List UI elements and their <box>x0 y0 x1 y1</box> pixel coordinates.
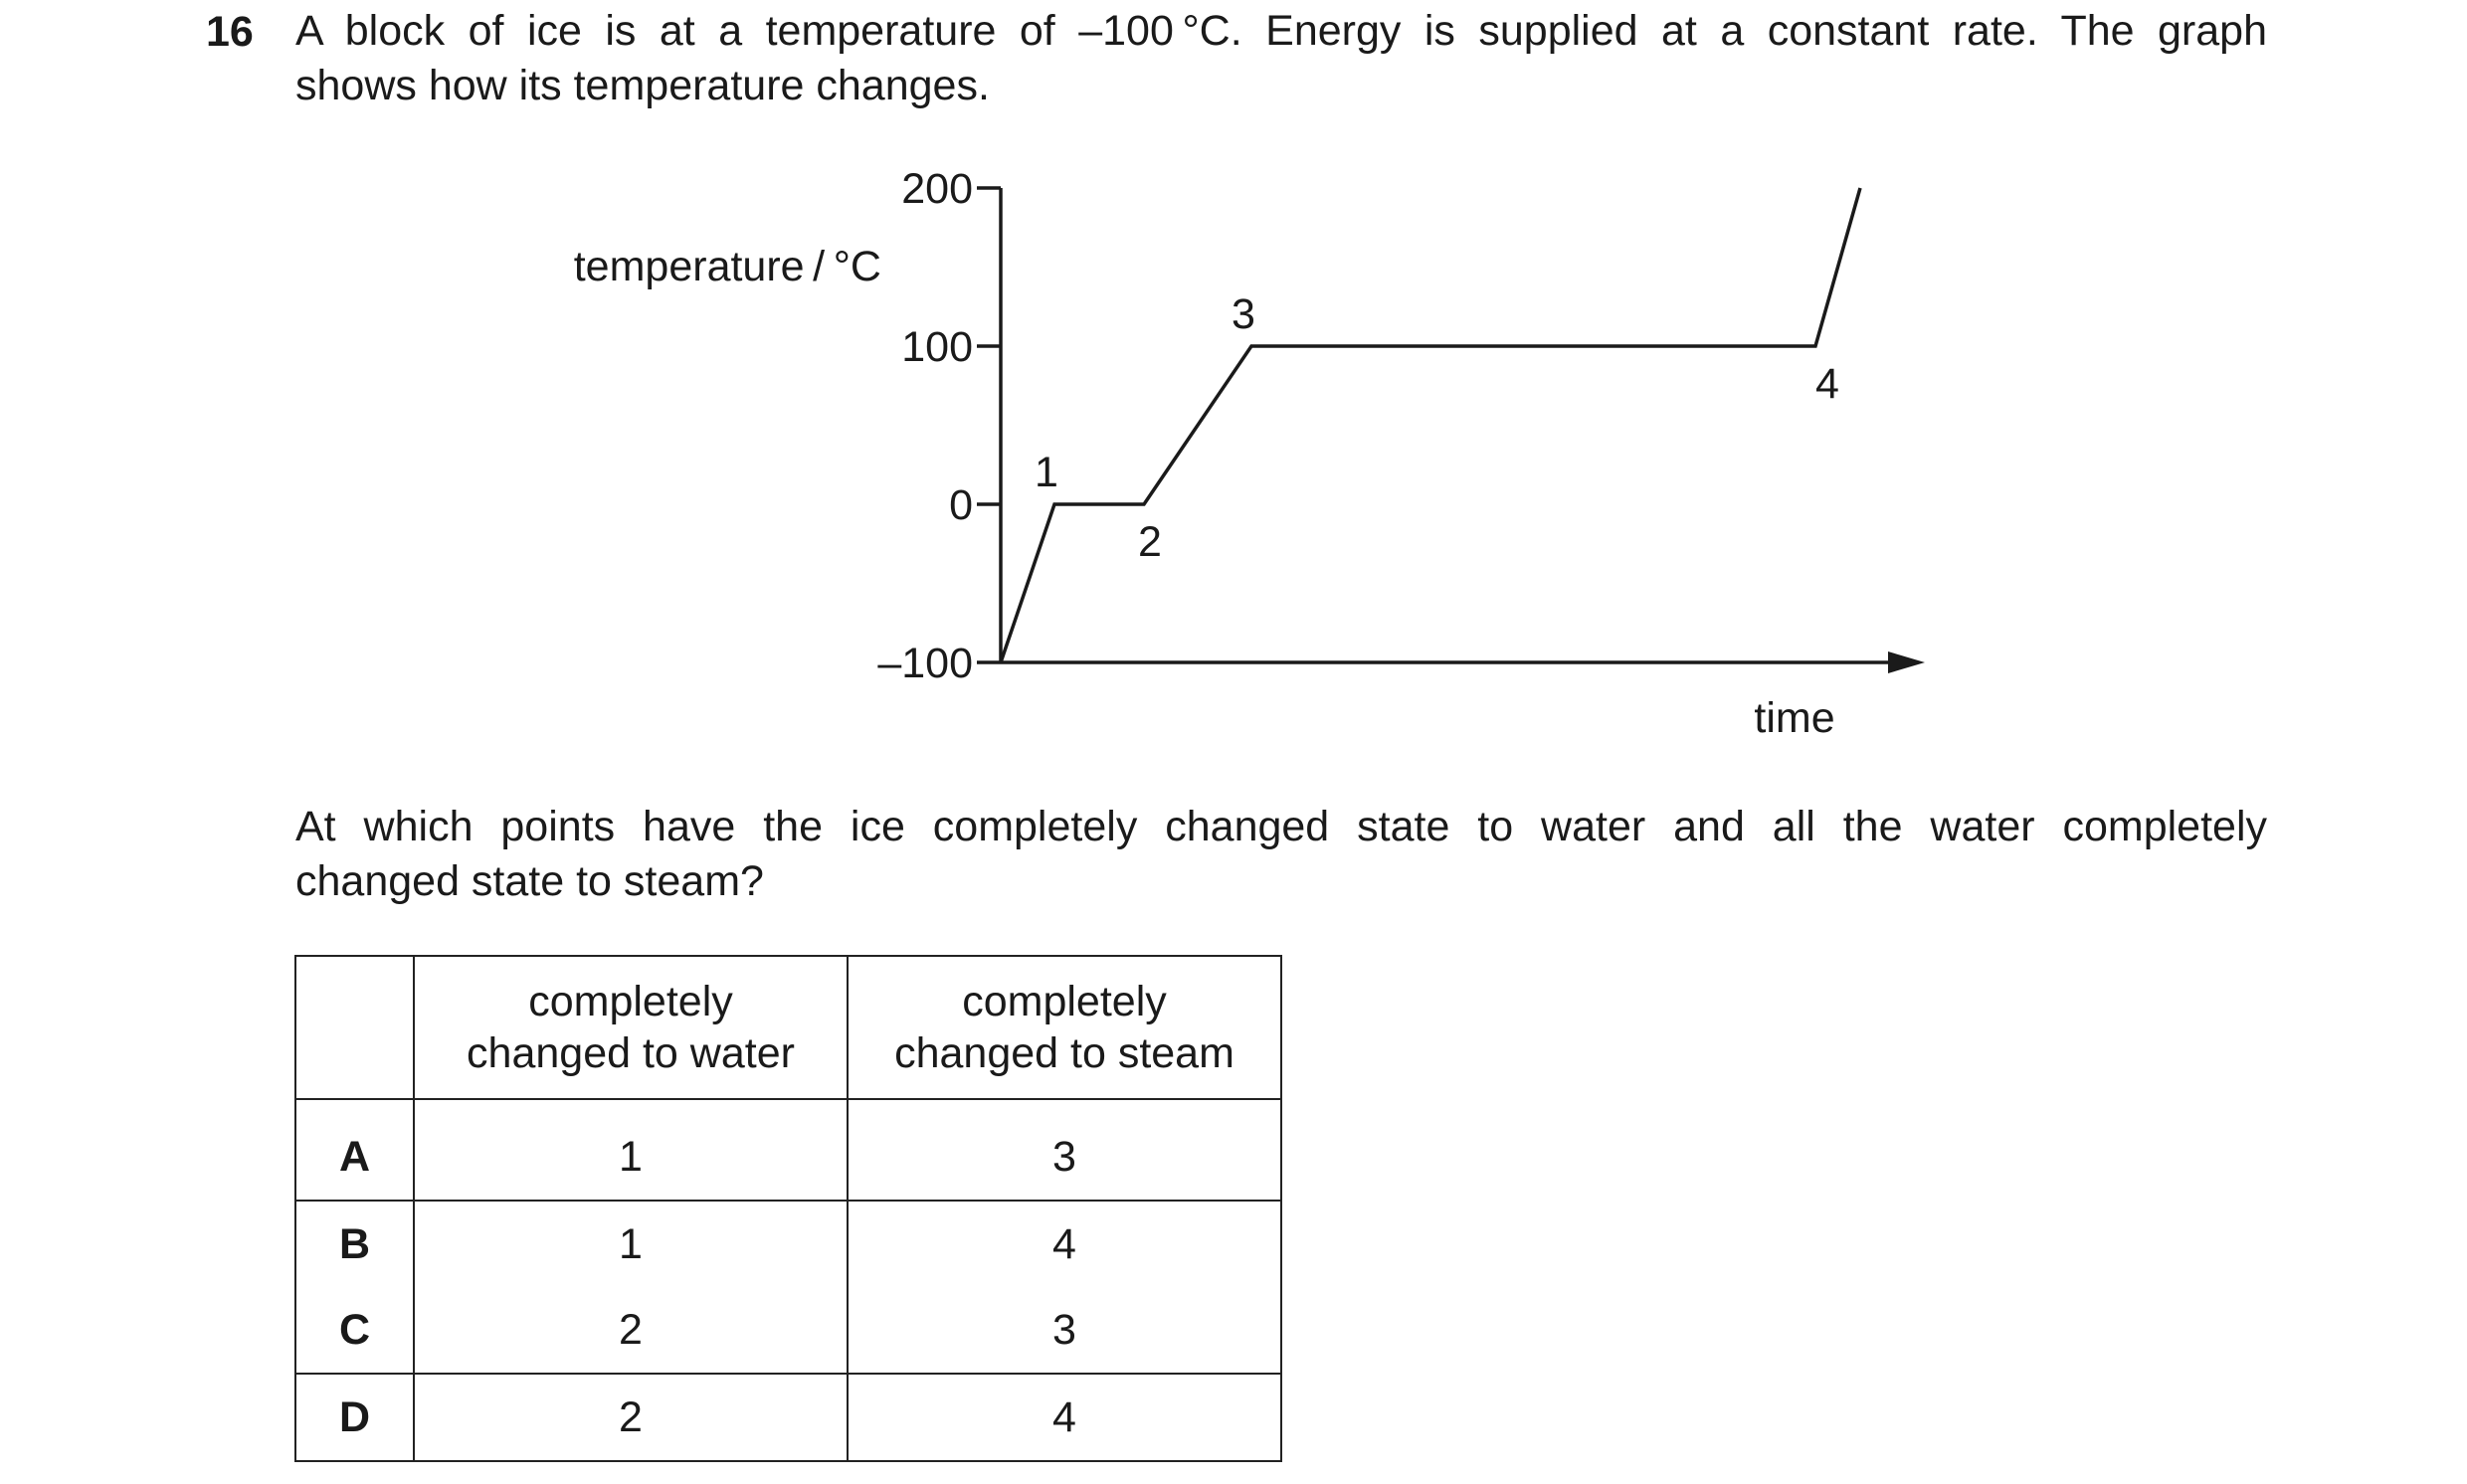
option-row-d[interactable] <box>295 1374 1281 1461</box>
y-tick-label: 0 <box>949 481 973 529</box>
header-blank <box>295 956 414 1099</box>
option-letter: B <box>295 1201 414 1287</box>
header-steam-line-1: completely <box>962 978 1167 1025</box>
question-prompt <box>295 800 2267 909</box>
question-prompt-line-2: changed state to steam? <box>295 857 764 905</box>
header-water-line-1: completely <box>528 978 733 1025</box>
y-tick-label: 200 <box>901 165 973 213</box>
option-letter: A <box>295 1099 414 1201</box>
header-water-line-2: changed to water <box>467 1029 795 1077</box>
option-letter: C <box>295 1287 414 1374</box>
point-label-2: 2 <box>1138 518 1162 566</box>
x-axis-label: time <box>1754 694 1835 742</box>
header-steam-line-2: changed to steam <box>894 1029 1234 1077</box>
table-header-row <box>295 956 1281 1099</box>
x-axis-arrowhead <box>1888 651 1925 673</box>
water-point: 2 <box>414 1287 848 1374</box>
steam-point: 4 <box>848 1374 1281 1461</box>
question-prompt-line-1: At which points have the ice completely changed state to water and all the water completely <box>295 803 2267 850</box>
temperature-line <box>1001 188 1860 662</box>
point-label-3: 3 <box>1232 290 1255 338</box>
water-point: 1 <box>414 1201 848 1287</box>
y-axis-label: temperature / °C <box>573 243 881 290</box>
y-tick-label: 100 <box>901 323 973 371</box>
option-letter: D <box>295 1374 414 1461</box>
option-row-c[interactable] <box>295 1287 1281 1374</box>
point-labels <box>1035 290 1839 566</box>
steam-point: 3 <box>848 1099 1281 1201</box>
steam-point: 3 <box>848 1287 1281 1374</box>
steam-point: 4 <box>848 1201 1281 1287</box>
y-ticks <box>877 165 1001 687</box>
question-text-line-1: A block of ice is at a temperature of –100 °C. Energy is supplied at a constant rate. The graph <box>295 7 2267 55</box>
option-row-b[interactable] <box>295 1201 1281 1287</box>
header-steam <box>848 956 1281 1099</box>
answer-table <box>294 955 1282 1462</box>
header-water <box>414 956 848 1099</box>
y-tick-label: –100 <box>877 640 973 687</box>
option-row-a[interactable] <box>295 1099 1281 1201</box>
water-point: 2 <box>414 1374 848 1461</box>
water-point: 1 <box>414 1099 848 1201</box>
question-text-line-2: shows how its temperature changes. <box>295 62 990 109</box>
point-label-4: 4 <box>1815 360 1839 408</box>
question-number: 16 <box>206 8 254 56</box>
point-label-1: 1 <box>1035 449 1058 496</box>
